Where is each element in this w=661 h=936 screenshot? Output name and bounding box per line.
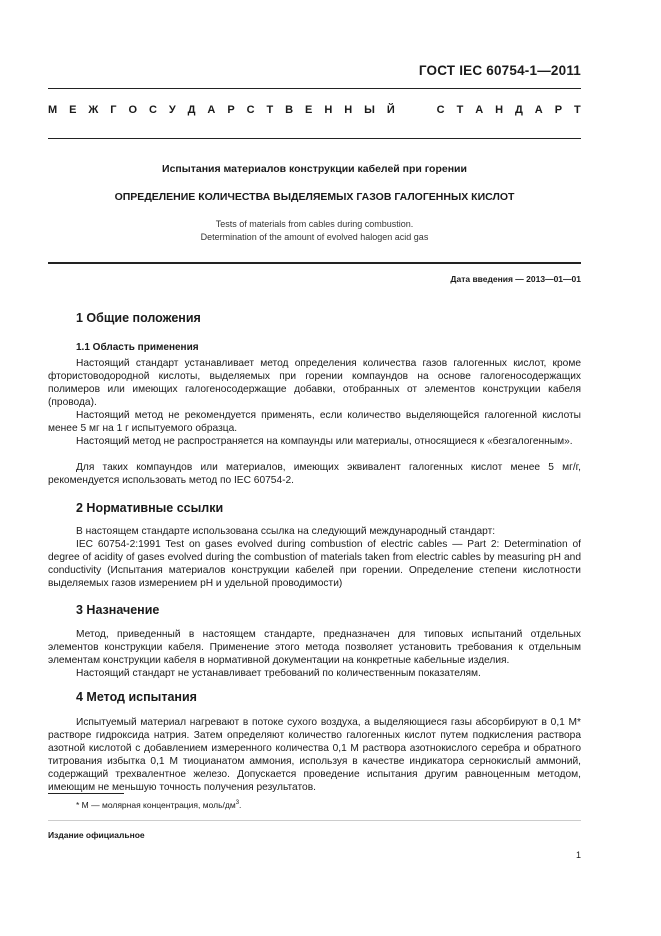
interstate-letter: А: [207, 104, 216, 116]
edition-rule: [48, 820, 581, 821]
section-1-paragraph-4: Для таких компаундов или материалов, имеющих эквивалент галогенных кислот менее 5 мг/г, рекомендуется использовать метод по IEC 60754-2.: [48, 462, 581, 486]
title-ru-line1: Испытания материалов конструкции кабелей при горении: [162, 163, 467, 175]
section-1-title: 1 Общие положения: [76, 311, 201, 325]
interstate-letter: Т: [456, 104, 464, 116]
interstate-letter: Й: [386, 104, 395, 116]
interstate-letter: С: [436, 104, 445, 116]
interstate-letter: М: [48, 104, 58, 116]
interstate-letter: Н: [344, 104, 353, 116]
page-number: 1: [575, 850, 581, 860]
section-4-title: 4 Метод испытания: [76, 690, 197, 704]
interstate-letter: А: [534, 104, 543, 116]
interstate-letter: Р: [554, 104, 563, 116]
interstate-letter: Т: [573, 104, 581, 116]
section-2-paragraph-2: IEC 60754-2:1991 Test on gases evolved during combustion of electric cables — Part 2: Determination of degree of acidity of gases evolved during the combustion of materials taken from electric cables by measuring pH and conductivity (Испытания материалов конструкции кабелей при горении. Определение степени кислотности выделяемых газов измерением pH и удельной проводимости): [48, 539, 581, 589]
header-rule-bottom: [48, 138, 581, 139]
section-1-paragraph-2: Настоящий метод не рекомендуется применять, если количество выделяющейся галогенной кислоты менее 5 мг на 1 г испытуемого образца.: [48, 410, 581, 434]
section-3-title: 3 Назначение: [76, 603, 160, 617]
header-rule-top: [48, 88, 581, 89]
interstate-letter: Д: [187, 104, 196, 116]
title-rule: [48, 262, 581, 264]
interstate-letter: Д: [515, 104, 523, 116]
interstate-letter: У: [168, 104, 176, 116]
interstate-letter: Г: [110, 104, 117, 116]
footnote: * М — молярная концентрация, моль/$дм^3$.: [76, 800, 242, 810]
intro-date: Дата введения — 2013—01—01: [450, 274, 581, 284]
section-1-paragraph-1: Настоящий стандарт устанавливает метод определения количества газов галогенных кислот, кроме фтористоводородной кислоты, выделяемых при горении компаундов на основе галогеносодержащих полимеров или имеющих галогеносодержащие добавки, отобранных от элементов конструкции кабеля (провода).: [48, 358, 581, 408]
title-en: [48, 218, 581, 244]
interstate-letter: Е: [305, 104, 313, 116]
section-4-paragraph-1: Испытуемый материал нагревают в потоке сухого воздуха, а выделяющиеся газы абсорбируют в 0,1 М* растворе гидроксида натрия. Затем определяют количество галогенных кислот путем подкисления раствора азотной кислотой с добавлением измеренного количества 0,1 М раствора азотнокислого серебра и обратного титрования избытка 0,1 М тиоцианатом аммония, используя в качестве индикатора сернокислый аммоний, содержащий трехвалентное железо. Допускается проведение испытания другим равноценным методом, имеющим не меньшую точность получения результатов.: [48, 717, 581, 793]
interstate-letter: С: [148, 104, 157, 116]
title-en-line2: Determination of the amount of evolved halogen acid gas: [200, 232, 429, 242]
section-2-title: 2 Нормативные ссылки: [76, 501, 224, 515]
interstate-letter: А: [475, 104, 484, 116]
section-3-paragraph-1: Метод, приведенный в настоящем стандарте, предназначен для типовых испытаний отдельных элементов конструкции кабеля. Применение этого метода позволяет установить требования к отдельным элементам конструкции кабеля в нормативной документации на конкретные кабельные изделия.: [48, 629, 581, 666]
section-3-paragraph-2: Настоящий стандарт не устанавливает требований по количественным показателям.: [76, 668, 481, 679]
interstate-letter: Н: [495, 104, 504, 116]
interstate-standard-banner: [48, 104, 581, 116]
doc-code: ГОСТ IEC 60754-1—2011: [418, 63, 581, 78]
interstate-letter: Е: [69, 104, 77, 116]
section-2-paragraph-1: В настоящем стандарте использована ссылка на следующий международный стандарт:: [76, 526, 496, 537]
interstate-letter: Р: [227, 104, 235, 116]
interstate-letter: Т: [266, 104, 274, 116]
title-en-line1: Tests of materials from cables during combustion.: [215, 219, 414, 229]
section-1-paragraph-3: Настоящий метод не распространяется на компаунды или материалы, относящиеся к «безгалогенным».: [76, 436, 573, 447]
interstate-letter: О: [128, 104, 138, 116]
interstate-letter: Н: [324, 104, 333, 116]
footnote-rule: [48, 793, 124, 794]
title-ru-line2: ОПРЕДЕЛЕНИЕ КОЛИЧЕСТВА ВЫДЕЛЯЕМЫХ ГАЗОВ ГАЛОГЕННЫХ КИСЛОТ: [114, 191, 515, 203]
edition-label: Издание официальное: [48, 830, 145, 840]
interstate-letter: В: [285, 104, 294, 116]
interstate-letter: [422, 104, 425, 116]
interstate-letter: Ы: [364, 104, 375, 116]
interstate-letter: С: [246, 104, 255, 116]
subsection-1-1-title: 1.1 Область применения: [76, 342, 199, 353]
interstate-letter: [407, 104, 410, 116]
interstate-letter: Ж: [88, 104, 99, 116]
